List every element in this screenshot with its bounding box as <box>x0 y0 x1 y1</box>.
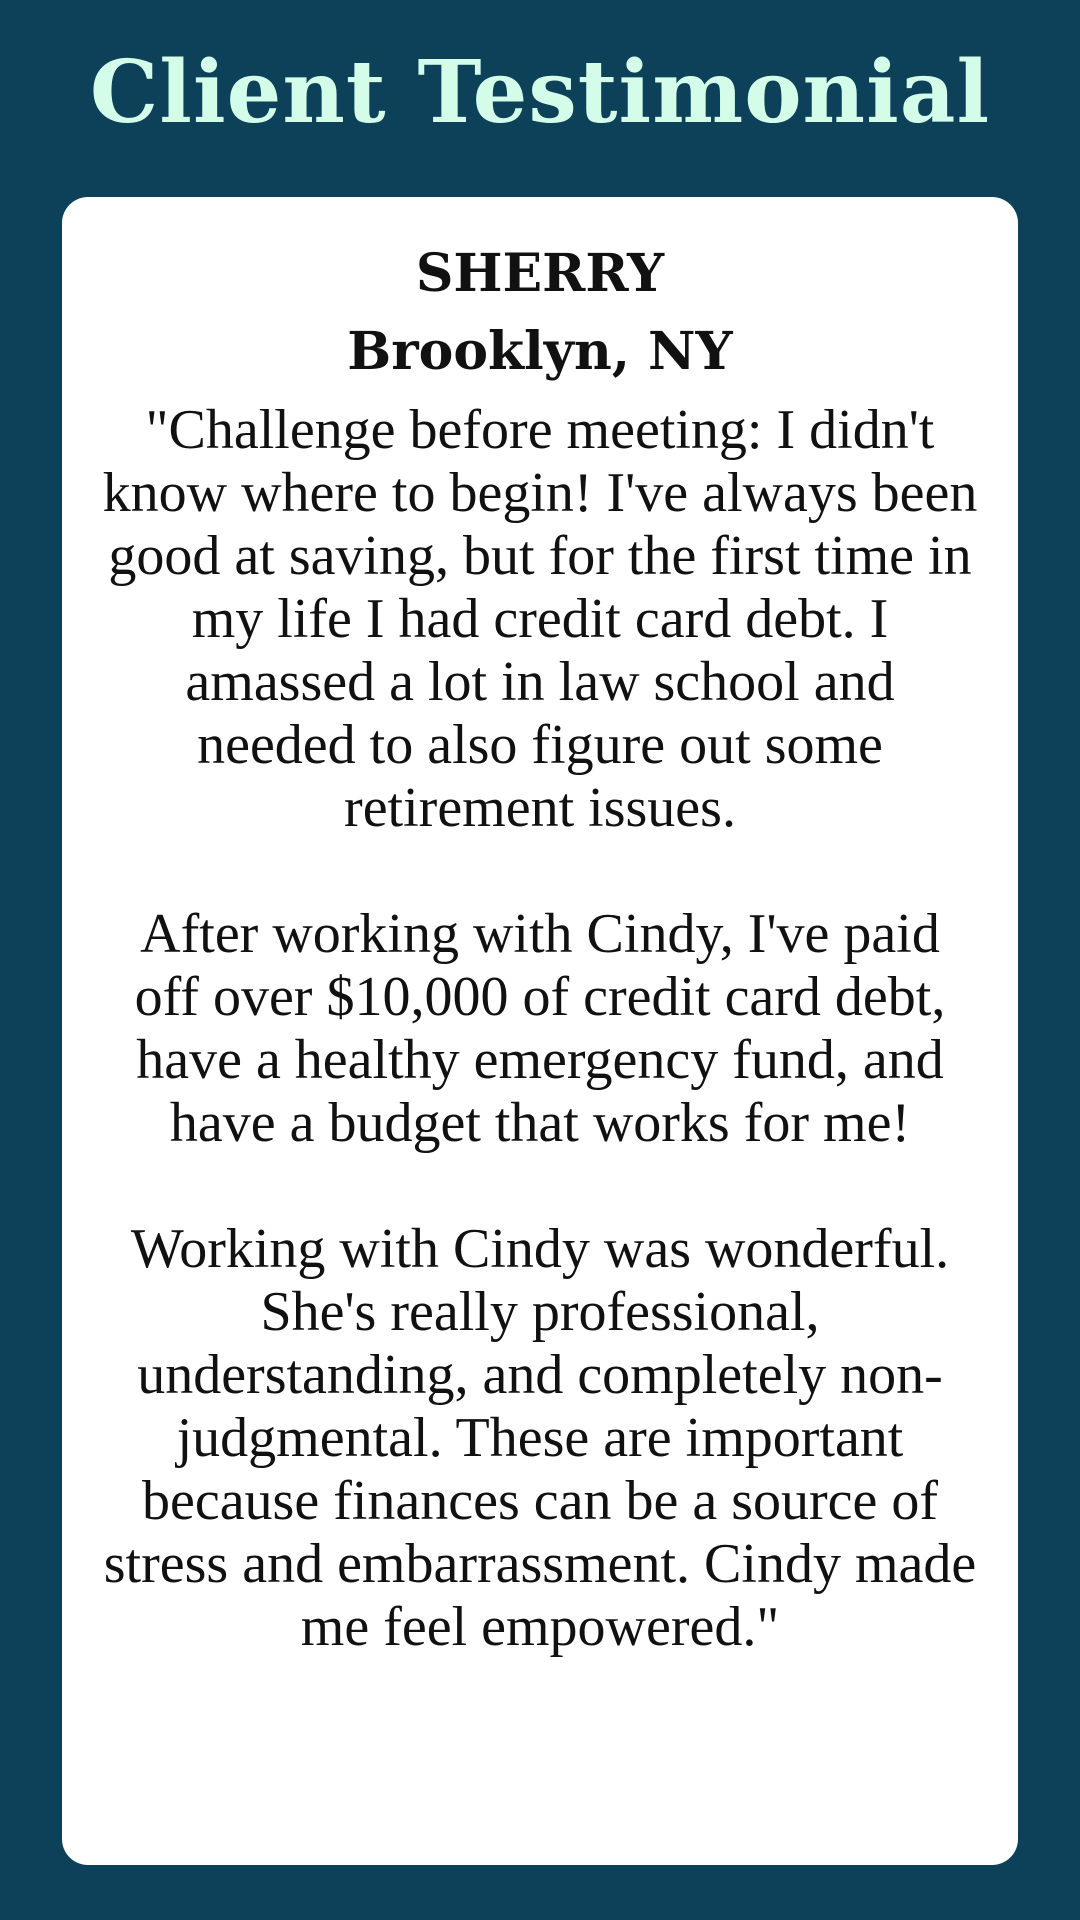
quote-paragraph-experience: Working with Cindy was wonderful. She's really professional, understanding, and completely non-judgmental. These are important because finances can be a source of stress and embarrassment. Cindy made me feel empowered." <box>103 1218 977 1658</box>
quote-paragraph-results: After working with Cindy, I've paid off over $10,000 of credit card debt, have a healthy emergency fund, and have a budget that works for me! <box>134 903 946 1154</box>
client-name: SHERRY <box>415 243 665 304</box>
paragraph-spacer <box>102 840 978 903</box>
quote-paragraph-challenge: "Challenge before meeting: I didn't know where to begin! I've always been good at saving, but for the first time in my life I had credit card debt. I amassed a lot in law school and needed to also figure out some retirement issues. <box>102 399 978 839</box>
page-title: Client Testimonial <box>89 42 991 143</box>
paragraph-spacer <box>102 1155 978 1218</box>
client-location: Brooklyn, NY <box>347 321 733 382</box>
testimonial-card <box>62 197 1018 1865</box>
testimonial-quote <box>102 399 978 1659</box>
